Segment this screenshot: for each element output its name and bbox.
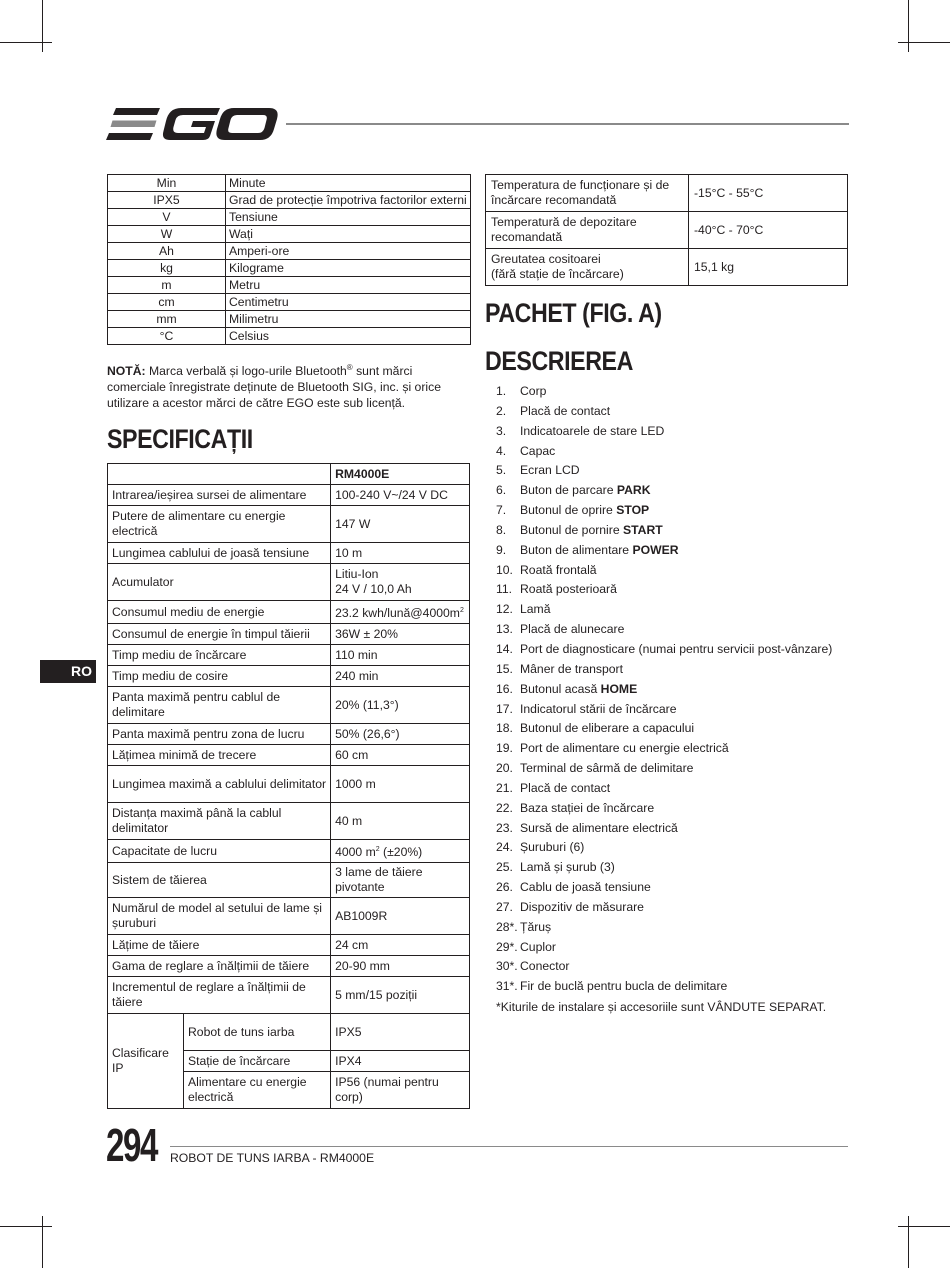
parts-list — [496, 382, 832, 997]
logo-o — [216, 108, 277, 140]
list-item — [496, 878, 832, 898]
abbr-meaning: Centimetru — [226, 294, 471, 311]
spec-label: Lățimea minimă de trecere — [108, 745, 331, 766]
item-number: 31*. — [496, 979, 518, 994]
list-item — [496, 700, 832, 720]
spec-value: 60 cm — [331, 745, 470, 766]
list-item — [496, 680, 832, 700]
superscript: 2 — [459, 607, 464, 614]
spec-value: 5 mm/15 poziții — [331, 977, 470, 1014]
capacity-value: 4000 m — [335, 845, 376, 860]
list-item — [496, 759, 832, 779]
abbr-symbol: W — [108, 226, 226, 243]
ip-rating-label: Clasificare IP — [108, 1014, 184, 1109]
table-row — [108, 506, 470, 543]
table-row — [108, 564, 470, 601]
abbr-symbol: cm — [108, 294, 226, 311]
table-row — [108, 209, 471, 226]
item-number: 22. — [496, 800, 513, 815]
ip-item: Alimentare cu energie electrică — [184, 1072, 331, 1109]
crop-mark — [0, 1226, 52, 1227]
list-item — [496, 422, 832, 442]
spec-label: Intrarea/ieșirea sursei de alimentare — [108, 485, 331, 506]
ip-item: Stație de încărcare — [184, 1051, 331, 1072]
list-item — [496, 838, 832, 858]
table-row — [108, 226, 471, 243]
list-item — [496, 898, 832, 918]
specifications-table — [107, 463, 470, 1109]
battery-type: Litiu-Ion — [335, 567, 379, 581]
spec-label: Numărul de model al setului de lame și șuruburi — [108, 898, 331, 935]
table-row — [108, 898, 470, 935]
env-label — [486, 249, 689, 286]
table-row — [108, 260, 471, 277]
item-number: 4. — [496, 443, 507, 458]
logo-g — [163, 108, 220, 140]
item-text: Capac — [520, 443, 556, 458]
spec-value: 100-240 V~/24 V DC — [331, 485, 470, 506]
item-text: Placă de alunecare — [520, 622, 625, 637]
spec-header-empty — [108, 464, 331, 485]
table-row — [108, 766, 470, 803]
item-number: 10. — [496, 562, 513, 577]
crop-mark — [908, 1216, 909, 1268]
list-item — [496, 561, 832, 581]
item-text: Buton de parcare — [520, 483, 617, 498]
list-item — [496, 382, 832, 402]
weight-qualifier: (fără stație de încărcare) — [491, 267, 624, 281]
item-number: 9. — [496, 542, 507, 557]
abbr-symbol: m — [108, 277, 226, 294]
item-text: Indicatorul stării de încărcare — [520, 701, 677, 716]
logo-e-middle — [111, 121, 157, 128]
environment-table — [485, 174, 848, 286]
table-row — [108, 277, 471, 294]
item-number: 27. — [496, 899, 513, 914]
spec-value: 50% (26,6°) — [331, 724, 470, 745]
superscript: 2 — [375, 846, 380, 854]
env-value: 15,1 kg — [689, 249, 848, 286]
item-number: 25. — [496, 860, 513, 875]
spec-value — [331, 564, 470, 601]
table-row — [108, 294, 471, 311]
spec-value — [331, 601, 470, 624]
description-heading: DESCRIEREA — [485, 346, 633, 376]
list-item — [496, 957, 832, 977]
list-item — [496, 640, 832, 660]
item-text: Șuruburi (6) — [520, 840, 585, 855]
spec-value: AB1009R — [331, 898, 470, 935]
package-heading: PACHET (FIG. A) — [485, 298, 662, 328]
item-number: 17. — [496, 701, 513, 716]
item-text: Țăruș — [520, 919, 552, 934]
spec-label: Sistem de tăierea — [108, 863, 331, 898]
item-number: 30*. — [496, 959, 518, 974]
abbr-meaning: Milimetru — [226, 311, 471, 328]
spec-value: 3 lame de tăiere pivotante — [331, 863, 470, 898]
spec-value: 24 cm — [331, 935, 470, 956]
trademark-note — [107, 360, 473, 411]
list-item — [496, 461, 832, 481]
item-text: Port de diagnosticare (numai pentru servicii post-vânzare) — [520, 641, 833, 656]
note-text-cont: sunt mărci comerciale înregistrate deținute de Bluetooth SIG, inc. și orice utilizare a acestor mărci de către EGO este sub licență. — [107, 364, 441, 411]
spec-label: Consumul de energie în timpul tăierii — [108, 624, 331, 645]
registered-mark: ® — [346, 363, 353, 372]
table-row — [108, 543, 470, 564]
spec-label: Distanța maximă până la cablul delimitator — [108, 803, 331, 840]
table-row — [108, 624, 470, 645]
item-key: STOP — [616, 503, 650, 518]
item-number: 19. — [496, 741, 513, 756]
item-text: Roată posterioară — [520, 582, 617, 597]
spec-value: 36W ± 20% — [331, 624, 470, 645]
item-key: POWER — [632, 542, 679, 557]
list-item — [496, 521, 832, 541]
abbr-meaning: Amperi-ore — [226, 243, 471, 260]
spec-value: 40 m — [331, 803, 470, 840]
item-text: Lamă — [520, 602, 551, 617]
abbr-meaning: Wați — [226, 226, 471, 243]
crop-mark — [898, 1226, 950, 1227]
spec-label: Lungimea cablului de joasă tensiune — [108, 543, 331, 564]
item-text: Cablu de joasă tensiune — [520, 880, 651, 895]
abbr-symbol: mm — [108, 311, 226, 328]
item-number: 18. — [496, 721, 513, 736]
crop-mark — [908, 0, 909, 52]
abbr-meaning: Kilograme — [226, 260, 471, 277]
item-text: Lamă și șurub (3) — [520, 860, 615, 875]
ip-value: IPX4 — [331, 1051, 470, 1072]
list-item — [496, 660, 832, 680]
page-number: 294 — [106, 1119, 157, 1171]
item-text: Baza stației de încărcare — [520, 800, 655, 815]
table-row — [108, 328, 471, 345]
spec-value — [331, 840, 470, 863]
item-key: HOME — [600, 681, 638, 696]
item-key: START — [623, 522, 663, 537]
item-number: 11. — [496, 582, 513, 597]
item-number: 2. — [496, 403, 507, 418]
table-row — [108, 977, 470, 1014]
item-number: 5. — [496, 463, 507, 478]
table-row — [108, 956, 470, 977]
abbr-symbol: IPX5 — [108, 192, 226, 209]
list-item — [496, 541, 832, 561]
table-row — [108, 243, 471, 260]
ip-value: IPX5 — [331, 1014, 470, 1051]
list-item — [496, 600, 832, 620]
item-text: Butonul de oprire — [520, 503, 617, 518]
list-item — [496, 858, 832, 878]
item-text: Conector — [520, 959, 570, 974]
item-number: 24. — [496, 840, 513, 855]
item-number: 29*. — [496, 939, 518, 954]
spec-value: 240 min — [331, 666, 470, 687]
spec-value: 110 min — [331, 645, 470, 666]
spec-value: 147 W — [331, 506, 470, 543]
abbreviations-table — [107, 174, 471, 345]
spec-label: Acumulator — [108, 564, 331, 601]
abbr-meaning: Grad de protecție împotriva factorilor externi — [226, 192, 471, 209]
item-number: 23. — [496, 820, 513, 835]
table-row — [108, 803, 470, 840]
table-row — [108, 464, 470, 485]
list-item — [496, 739, 832, 759]
item-number: 14. — [496, 641, 513, 656]
note-text: Marca verbală și logo-urile Bluetooth — [145, 364, 347, 379]
item-text: Port de alimentare cu energie electrică — [520, 741, 729, 756]
list-item — [496, 719, 832, 739]
item-number: 3. — [496, 423, 507, 438]
table-row — [108, 192, 471, 209]
item-text: Corp — [520, 384, 547, 398]
list-item — [496, 620, 832, 640]
table-row — [108, 863, 470, 898]
table-row — [486, 175, 848, 212]
item-number: 6. — [496, 483, 507, 498]
list-item — [496, 799, 832, 819]
item-text: Cuplor — [520, 939, 556, 954]
spec-label: Putere de alimentare cu energie electrică — [108, 506, 331, 543]
item-number: 16. — [496, 681, 513, 696]
env-value: -15°C - 55°C — [689, 175, 848, 212]
item-number: 26. — [496, 880, 513, 895]
item-number: 21. — [496, 780, 513, 795]
abbr-symbol: Ah — [108, 243, 226, 260]
item-number: 20. — [496, 761, 513, 776]
spec-label: Consumul mediu de energie — [108, 601, 331, 624]
item-number: 7. — [496, 503, 507, 518]
table-row — [108, 840, 470, 863]
spec-value: 1000 m — [331, 766, 470, 803]
model-header: RM4000E — [331, 464, 470, 485]
item-number: 8. — [496, 522, 507, 537]
spec-label: Capacitate de lucru — [108, 840, 331, 863]
footer-rule — [170, 1146, 848, 1147]
item-text: Ecran LCD — [520, 463, 580, 478]
list-item — [496, 779, 832, 799]
item-text: Fir de buclă pentru bucla de delimitare — [520, 979, 728, 994]
header-rule — [286, 123, 849, 125]
crop-mark — [0, 42, 52, 43]
spec-label: Gama de reglare a înălțimii de tăiere — [108, 956, 331, 977]
note-label: NOTĂ: — [107, 364, 146, 379]
table-row — [108, 666, 470, 687]
item-number: 28*. — [496, 919, 518, 934]
capacity-tolerance: (±20%) — [379, 845, 423, 860]
abbr-meaning: Metru — [226, 277, 471, 294]
item-text: Dispozitiv de măsurare — [520, 899, 644, 914]
env-label: Temperatura de funcționare și de încărcare recomandată — [486, 175, 689, 212]
list-item — [496, 918, 832, 938]
crop-mark — [898, 42, 950, 43]
list-item — [496, 481, 832, 501]
sold-separately-note: *Kiturile de instalare și accesoriile sunt VÂNDUTE SEPARAT. — [496, 1000, 827, 1014]
abbr-meaning: Minute — [226, 175, 471, 192]
table-row — [108, 935, 470, 956]
table-row — [108, 601, 470, 624]
crop-mark — [42, 1216, 43, 1268]
language-code: RO — [71, 663, 92, 679]
abbr-symbol: Min — [108, 175, 226, 192]
spec-label: Timp mediu de cosire — [108, 666, 331, 687]
table-row — [486, 249, 848, 286]
item-text: Roată frontală — [520, 562, 597, 577]
abbr-symbol: kg — [108, 260, 226, 277]
item-number: 1. — [496, 384, 507, 398]
language-tab — [40, 660, 96, 683]
table-row — [108, 645, 470, 666]
list-item — [496, 938, 832, 958]
spec-label: Timp mediu de încărcare — [108, 645, 331, 666]
list-item — [496, 501, 832, 521]
table-row — [108, 311, 471, 328]
table-row — [108, 687, 470, 724]
item-text: Mâner de transport — [520, 661, 623, 676]
table-row — [108, 1014, 470, 1051]
ego-logo — [106, 104, 278, 144]
item-text: Terminal de sârmă de delimitare — [520, 761, 694, 776]
item-text: Indicatoarele de stare LED — [520, 423, 665, 438]
spec-value: 10 m — [331, 543, 470, 564]
abbr-symbol: V — [108, 209, 226, 226]
item-number: 15. — [496, 661, 513, 676]
item-text: Butonul de pornire — [520, 522, 623, 537]
list-item — [496, 442, 832, 462]
abbr-symbol: °C — [108, 328, 226, 345]
footer-title: ROBOT DE TUNS IARBA - RM4000E — [170, 1151, 375, 1165]
item-key: PARK — [616, 483, 651, 498]
specifications-heading: SPECIFICAȚII — [107, 424, 253, 454]
list-item — [496, 402, 832, 422]
item-text: Sursă de alimentare electrică — [520, 820, 678, 835]
list-item — [496, 580, 832, 600]
spec-label: Incrementul de reglare a înălțimii de tăiere — [108, 977, 331, 1014]
item-number: 12. — [496, 602, 513, 617]
abbr-meaning: Celsius — [226, 328, 471, 345]
list-item — [496, 977, 832, 997]
weight-label: Greutatea cositoarei — [491, 252, 601, 266]
abbr-meaning: Tensiune — [226, 209, 471, 226]
ip-item: Robot de tuns iarba — [184, 1014, 331, 1051]
item-text: Buton de alimentare — [520, 542, 633, 557]
item-text: Placă de contact — [520, 403, 611, 418]
spec-label: Panta maximă pentru zona de lucru — [108, 724, 331, 745]
env-label: Temperatură de depozitare recomandată — [486, 212, 689, 249]
env-value: -40°C - 70°C — [689, 212, 848, 249]
table-row — [486, 212, 848, 249]
item-text: Butonul de eliberare a capacului — [520, 721, 695, 736]
table-row — [108, 485, 470, 506]
spec-label: Lungimea maximă a cablului delimitator — [108, 766, 331, 803]
spec-value: 20-90 mm — [331, 956, 470, 977]
spec-label: Lățime de tăiere — [108, 935, 331, 956]
crop-mark — [42, 0, 43, 52]
item-text: Placă de contact — [520, 780, 611, 795]
battery-rating: 24 V / 10,0 Ah — [335, 582, 412, 596]
table-row — [108, 175, 471, 192]
spec-label: Panta maximă pentru cablul de delimitare — [108, 687, 331, 724]
ip-value: IP56 (numai pentru corp) — [331, 1072, 470, 1109]
list-item — [496, 819, 832, 839]
table-row — [108, 745, 470, 766]
consumption-value: 23.2 kwh/lună@4000m — [335, 606, 460, 621]
item-number: 13. — [496, 622, 513, 637]
spec-value: 20% (11,3°) — [331, 687, 470, 724]
table-row — [108, 724, 470, 745]
item-text: Butonul acasă — [520, 681, 601, 696]
